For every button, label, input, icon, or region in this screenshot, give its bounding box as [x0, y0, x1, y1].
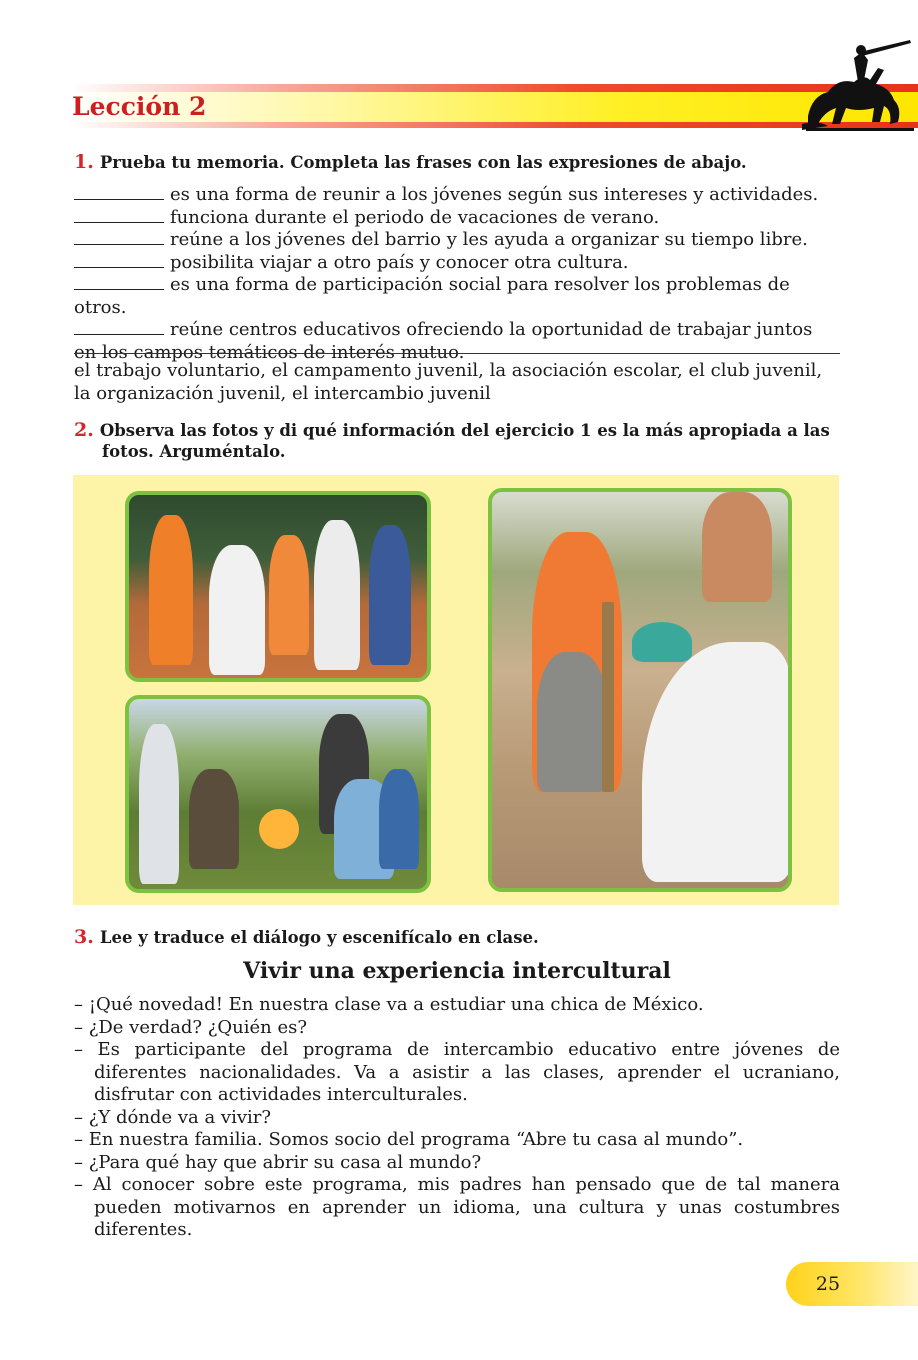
answer-blank[interactable] — [74, 208, 164, 223]
dialogue-line: – En nuestra familia. Somos socio del programa “Abre tu casa al mundo”. — [74, 1129, 744, 1150]
answer-blank[interactable] — [74, 320, 164, 335]
exercise-3-heading — [74, 927, 539, 948]
sentence-text: reúne centros educativos ofreciendo la oportunidad de trabajar juntos — [170, 319, 813, 340]
don-quixote-icon — [798, 38, 916, 134]
sentence-2 — [74, 207, 840, 230]
answer-blank[interactable] — [74, 230, 164, 245]
sentence-text: es una forma de reunir a los jóvenes según sus intereses y actividades. — [170, 184, 819, 205]
expressions-line-2: la organización juvenil, el intercambio juvenil — [74, 382, 491, 404]
header-red-stripe — [70, 84, 918, 92]
exercise-2-instruction: Observa las fotos y di qué información del ejercicio 1 es la más apropiada a las fotos. Arguméntalo. — [99, 421, 830, 461]
exercise-2-number: 2. — [74, 419, 94, 441]
dialogue-line: – Es participante del programa de intercambio educativo entre jóvenes de diferentes nacionalidades. Va a asistir a las clases, aprender el ucraniano, disfrutar con actividades interculturales. — [74, 1039, 840, 1105]
sentence-text: reúne a los jóvenes del barrio y les ayuda a organizar su tiempo libre. — [170, 229, 808, 250]
sentence-6 — [74, 319, 840, 342]
sentence-5 — [74, 274, 840, 319]
expressions-line-1: el trabajo voluntario, el campamento juvenil, la asociación escolar, el club juvenil, — [74, 360, 823, 381]
dialogue-title: Vivir una experiencia intercultural — [243, 958, 671, 984]
expressions-list — [74, 360, 840, 405]
answer-blank[interactable] — [74, 185, 164, 200]
exercise-1-heading — [74, 152, 747, 173]
dialogue-line: – ¡Qué novedad! En nuestra clase va a estudiar una chica de México. — [74, 994, 704, 1015]
header-red-stripe-bottom — [70, 122, 918, 128]
sentence-3 — [74, 229, 840, 252]
photo-panel — [73, 475, 839, 905]
dialogue-line: – ¿De verdad? ¿Quién es? — [74, 1016, 308, 1038]
page-number: 25 — [815, 1273, 841, 1295]
photo-tennis-club — [125, 491, 431, 682]
exercise-3-instruction: Lee y traduce el diálogo y escenifícalo en clase. — [99, 928, 539, 947]
divider — [74, 353, 840, 354]
lesson-title: Lección 2 — [72, 92, 207, 121]
exercise-1-number: 1. — [74, 151, 94, 173]
answer-blank[interactable] — [74, 253, 164, 268]
dialogue-line: – ¿Y dónde va a vivir? — [74, 1106, 272, 1128]
exercise-1-sentences — [74, 184, 840, 364]
photo-summer-camp — [125, 695, 431, 893]
sentence-text: funciona durante el periodo de vacaciones de verano. — [170, 206, 660, 228]
exercise-1-instruction: Prueba tu memoria. Completa las frases con las expresiones de abajo. — [99, 153, 747, 172]
exercise-2-heading — [74, 420, 840, 462]
page-number-tab — [786, 1262, 918, 1306]
sentence-text: es una forma de participación social para resolver los problemas de otros. — [74, 274, 790, 318]
answer-blank[interactable] — [74, 275, 164, 290]
sentence-6-continuation: en los campos temáticos de interés mutuo. — [74, 341, 465, 363]
dialogue-line: – Al conocer sobre este programa, mis padres han pensado que de tal manera pueden motivarnos en aprender un idioma, una cultura y unas costumbres diferentes. — [74, 1174, 840, 1240]
exercise-3-number: 3. — [74, 926, 94, 948]
sentence-4 — [74, 252, 840, 275]
sentence-1 — [74, 184, 840, 207]
photo-volunteer-work — [488, 488, 792, 892]
dialogue-line: – ¿Para qué hay que abrir su casa al mundo? — [74, 1151, 482, 1173]
dialogue — [74, 994, 840, 1242]
sentence-text: posibilita viajar a otro país y conocer otra cultura. — [170, 251, 629, 273]
